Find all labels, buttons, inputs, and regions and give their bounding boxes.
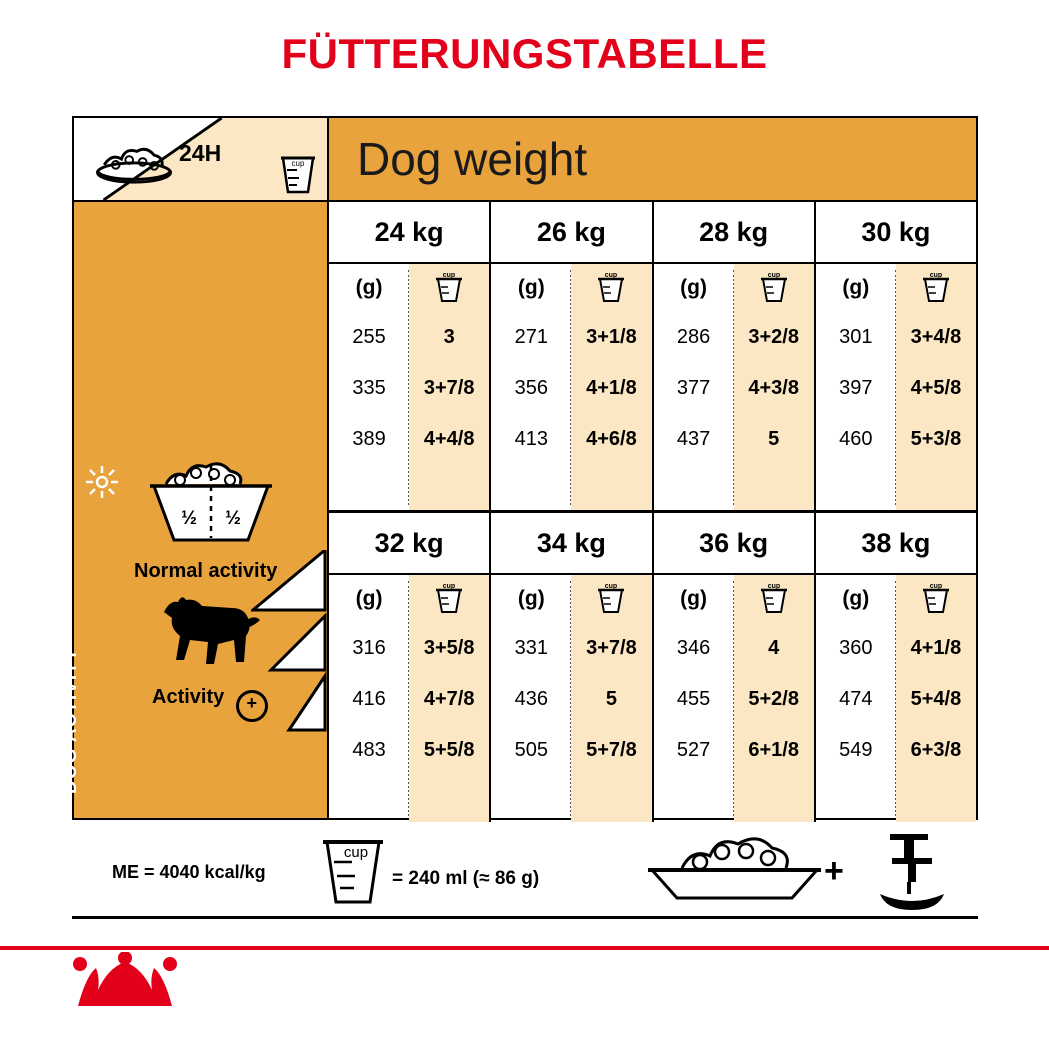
- weight-header-row-1: [329, 202, 976, 262]
- grams-value: 301: [839, 326, 873, 348]
- data-columns-1: [329, 264, 976, 511]
- cup-subcolumn: [734, 264, 814, 511]
- measuring-cup-icon: [596, 582, 626, 616]
- grams-subcolumn: [491, 264, 571, 511]
- cup-value: 4+1/8: [586, 377, 637, 399]
- grams-value: 316: [352, 637, 386, 659]
- cup-value: 3+2/8: [748, 326, 799, 348]
- cup-value: 3: [443, 326, 455, 348]
- cup-value: 4+6/8: [586, 428, 637, 450]
- activity-plus-text: Activity: [152, 686, 225, 708]
- weight-block-1: [329, 202, 976, 510]
- grams-subcolumn: [816, 264, 896, 511]
- cup-value: 5+3/8: [910, 428, 962, 450]
- measuring-cup-icon: [320, 830, 386, 908]
- svg-text:cup: cup: [929, 272, 943, 279]
- measuring-cup-icon: [434, 271, 464, 305]
- hours-label: 24H: [179, 140, 222, 166]
- cup-value: 5+4/8: [910, 688, 962, 710]
- dog-weight-header: [329, 116, 978, 202]
- weight-header-row-2: [329, 513, 976, 573]
- bowl-half-portions-icon: [136, 460, 286, 550]
- grams-value: 271: [514, 326, 548, 348]
- grams-value: 397: [839, 377, 873, 399]
- cup-subcolumn: [571, 575, 651, 822]
- weight-column-group: [329, 264, 491, 511]
- data-columns-2: [329, 575, 976, 822]
- cup-unit-header: [434, 264, 464, 312]
- cup-unit-header: [596, 575, 626, 623]
- table-corner-cell: [72, 116, 329, 202]
- grams-value: 455: [676, 688, 711, 710]
- dog-weight-label: Dog weight: [357, 133, 588, 185]
- dog-bowl-icon: [642, 834, 827, 904]
- dog-activity-column: [60, 202, 329, 820]
- measuring-cup-icon: [921, 582, 951, 616]
- moon-icon: [282, 474, 314, 510]
- weight-column-group: [329, 575, 491, 822]
- grams-value: 255: [352, 326, 386, 348]
- grams-value: 416: [352, 688, 386, 710]
- svg-text:cup: cup: [767, 272, 780, 279]
- cup-subcolumn: [734, 575, 814, 822]
- grams-unit-label: (g): [517, 587, 545, 610]
- weight-header-cell: 36 kg: [654, 513, 816, 573]
- grams-unit-label: (g): [355, 587, 383, 610]
- plus-circle-icon: +: [236, 690, 268, 722]
- grams-value: 505: [514, 739, 548, 761]
- svg-text:cup: cup: [291, 159, 305, 168]
- grams-subcolumn: [816, 575, 896, 822]
- measuring-cup-icon: [921, 271, 951, 305]
- grams-value: 413: [514, 428, 548, 450]
- weight-column-group: [654, 264, 816, 511]
- grams-value: 437: [676, 428, 711, 450]
- page-title: FÜTTERUNGSTABELLE: [281, 30, 768, 77]
- dog-bowl-icon: [90, 136, 178, 186]
- weight-header-cell: 38 kg: [861, 527, 931, 558]
- cup-subcolumn: [409, 575, 489, 822]
- cup-value: 4+7/8: [423, 688, 475, 710]
- cup-value: 5: [605, 688, 617, 710]
- weight-header-cell: 32 kg: [329, 513, 491, 573]
- grams-value: 474: [839, 688, 873, 710]
- measuring-cup-icon: [596, 271, 626, 305]
- weight-column-group: [491, 264, 653, 511]
- svg-text:cup: cup: [605, 583, 618, 590]
- cup-equivalence-label: = 240 ml (≈ 86 g): [392, 868, 540, 889]
- grams-unit-label: (g): [842, 276, 870, 299]
- measuring-cup-icon: [434, 582, 464, 616]
- brand-accent-rule: [0, 946, 1049, 950]
- normal-activity-label: Normal activity: [134, 560, 278, 582]
- weight-block-2: [329, 510, 976, 818]
- weight-header-cell: 34 kg: [491, 513, 653, 573]
- footer-legend: [72, 826, 978, 918]
- cup-unit-header: [921, 575, 951, 623]
- cup-unit-header: [759, 575, 789, 623]
- grams-value: 460: [839, 428, 873, 450]
- cup-subcolumn: [409, 264, 489, 511]
- water-tap-icon: [862, 830, 962, 914]
- activity-steps-icon: [251, 550, 329, 732]
- grams-unit-label: (g): [680, 587, 707, 610]
- feeding-table: [60, 116, 978, 820]
- cup-value: 3+5/8: [423, 637, 475, 659]
- grams-subcolumn: [329, 264, 409, 511]
- cup-subcolumn: [571, 264, 651, 511]
- grams-value: 356: [514, 377, 548, 399]
- svg-text:cup: cup: [343, 844, 369, 861]
- cup-value: 4+1/8: [910, 637, 962, 659]
- svg-text:cup: cup: [442, 272, 456, 279]
- grams-unit-label: (g): [680, 276, 707, 299]
- weight-header-cell: 24 kg: [329, 202, 491, 262]
- weight-header-cell: 28 kg: [654, 202, 816, 262]
- grams-subcolumn: [654, 575, 734, 822]
- weight-data-grid: [329, 202, 978, 820]
- svg-text:½: ½: [181, 508, 197, 529]
- grams-value: 331: [514, 637, 548, 659]
- svg-text:cup: cup: [767, 583, 780, 590]
- cup-unit-header: [434, 575, 464, 623]
- cup-unit-header: [759, 264, 789, 312]
- dog-silhouette-icon: [156, 592, 266, 678]
- footer-divider: [72, 916, 978, 919]
- grams-value: 360: [839, 637, 873, 659]
- svg-text:cup: cup: [442, 583, 456, 590]
- grams-subcolumn: [329, 575, 409, 822]
- cup-value: 4+3/8: [748, 377, 799, 399]
- cup-value: 3+4/8: [910, 326, 962, 348]
- svg-text:½: ½: [225, 508, 241, 529]
- grams-value: 483: [352, 739, 386, 761]
- cup-value: 3+1/8: [586, 326, 637, 348]
- cup-subcolumn: [896, 575, 976, 822]
- cup-value: 4: [768, 637, 780, 659]
- cup-value: 4+5/8: [910, 377, 962, 399]
- grams-value: 436: [514, 688, 548, 710]
- grams-value: 377: [676, 377, 711, 399]
- measuring-cup-icon: [759, 582, 789, 616]
- cup-value: 5+2/8: [748, 688, 799, 710]
- grams-subcolumn: [491, 575, 571, 822]
- cup-value: 5+5/8: [423, 739, 475, 761]
- cup-value: 3+7/8: [423, 377, 475, 399]
- weight-header-cell: 26 kg: [491, 202, 653, 262]
- sun-icon: [84, 464, 120, 500]
- plus-sign: +: [824, 852, 844, 890]
- cup-value: 5+7/8: [586, 739, 637, 761]
- metabolizable-energy-label: ME = 4040 kcal/kg: [112, 862, 266, 882]
- weight-header-cell: 30 kg: [861, 216, 931, 247]
- grams-value: 389: [352, 428, 386, 450]
- grams-subcolumn: [654, 264, 734, 511]
- measuring-cup-icon: [279, 152, 317, 196]
- weight-column-group: [654, 575, 816, 822]
- cup-value: 4+4/8: [423, 428, 475, 450]
- dog-activity-label: DOG ACTIVITY: [60, 647, 81, 794]
- cup-unit-header: [921, 264, 951, 312]
- cup-value: 6+3/8: [910, 739, 962, 761]
- cup-value: 3+7/8: [586, 637, 637, 659]
- grams-unit-label: (g): [355, 276, 383, 299]
- svg-text:cup: cup: [929, 583, 943, 590]
- cup-value: 5: [768, 428, 780, 450]
- weight-column-group: [816, 575, 976, 822]
- measuring-cup-icon: [759, 271, 789, 305]
- grams-value: 335: [352, 377, 386, 399]
- grams-value: 286: [676, 326, 711, 348]
- weight-column-group: [816, 264, 976, 511]
- grams-unit-label: (g): [842, 587, 870, 610]
- grams-value: 549: [839, 739, 873, 761]
- royal-canin-crown-icon: [72, 952, 178, 1014]
- grams-value: 527: [676, 739, 711, 761]
- svg-text:cup: cup: [605, 272, 618, 279]
- grams-value: 346: [676, 637, 711, 659]
- grams-unit-label: (g): [517, 276, 545, 299]
- weight-column-group: [491, 575, 653, 822]
- cup-subcolumn: [896, 264, 976, 511]
- cup-unit-header: [596, 264, 626, 312]
- cup-value: 6+1/8: [748, 739, 799, 761]
